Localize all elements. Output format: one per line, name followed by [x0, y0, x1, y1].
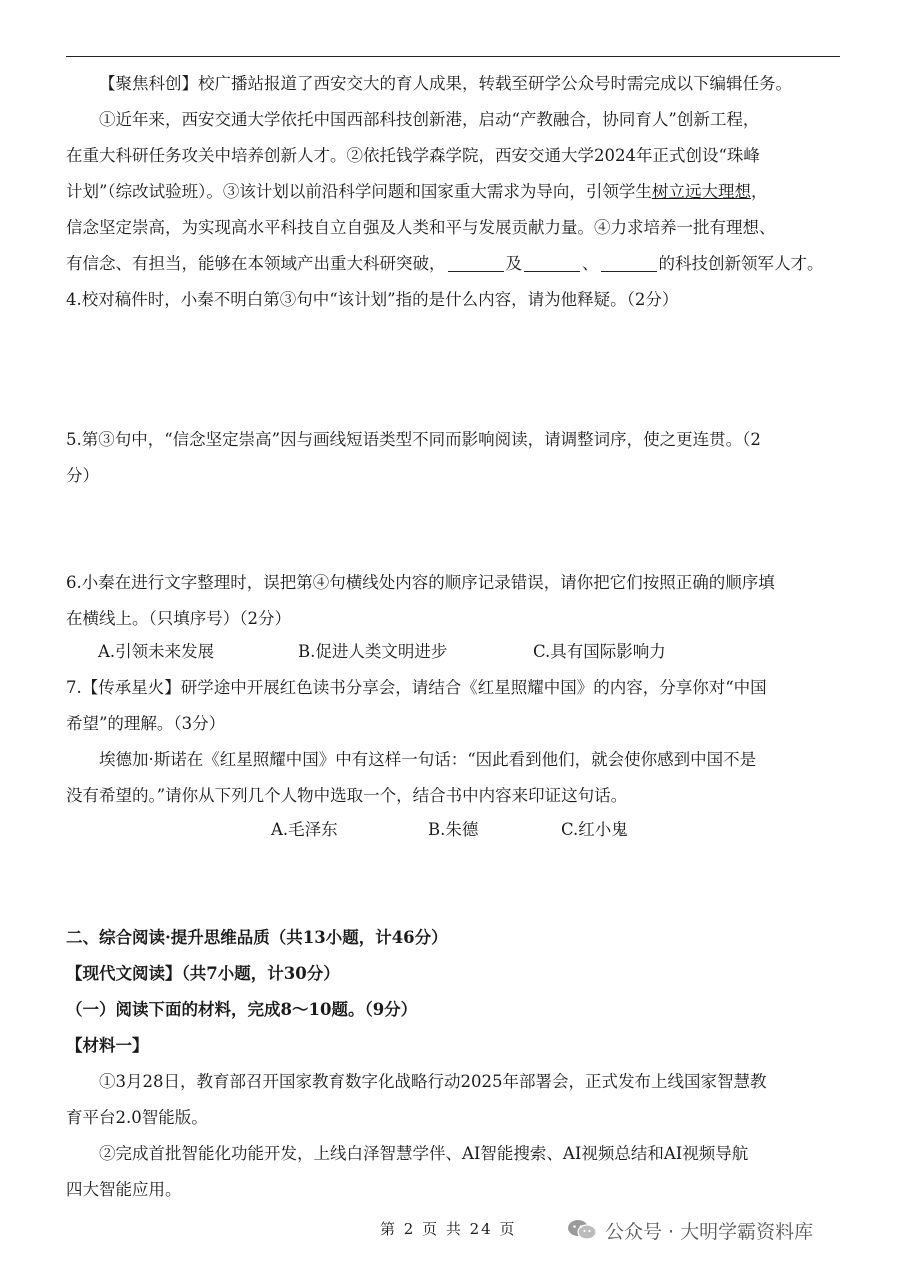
question-7: [66, 670, 842, 814]
section-2-title: 二、综合阅读·提升思维品质（共13小题，计46分）: [66, 928, 448, 947]
intro-line-6-text: 有信念、有担当，能够在本领域产出重大科研突破，: [66, 254, 446, 273]
question-6: [66, 565, 842, 637]
answer-blank-3[interactable]: [601, 251, 657, 272]
q6-option-a: A.引领未来发展: [98, 642, 215, 661]
underlined-phrase: 树立远大理想: [651, 182, 751, 201]
intro-passage: [66, 66, 842, 282]
watermark: [567, 1214, 813, 1246]
intro-line-2: ①近年来，西安交通大学依托中国西部科技创新港，启动“产教融合，协同育人”创新工程，: [99, 110, 760, 129]
q7-option-a: A.毛泽东: [271, 820, 338, 839]
intro-line-6: [66, 246, 842, 282]
q6-option-b: B.促进人类文明进步: [298, 642, 448, 661]
q7-option-b: B.朱德: [428, 820, 479, 839]
intro-line-1: 【聚焦科创】校广播站报道了西安交大的育人成果，转载至研学公众号时需完成以下编辑任务。: [99, 74, 792, 93]
intro-line-4-end: ，: [750, 182, 768, 201]
watermark-text: 公众号 · 大明学霸资料库: [605, 1220, 814, 1243]
intro-line-6-comma: 、: [582, 254, 599, 273]
material-p1-line-1: ①3月28日，教育部召开国家教育数字化战略行动2025年部署会，正式发布上线国家智慧教: [99, 1072, 767, 1091]
question-6-line-1: 6.小秦在进行文字整理时，误把第④句横线处内容的顺序记录错误，请你把它们按照正确的顺序填: [66, 573, 775, 592]
question-7-line-4: 没有希望的。”请你从下列几个人物中选取一个，结合书中内容来印证这句话。: [66, 786, 628, 805]
intro-line-5: 信念坚定崇高，为实现高水平科技自立自强及人类和平与发展贡献力量。④力求培养一批有理想、: [66, 218, 776, 237]
question-7-line-1: 7.【传承星火】研学途中开展红色读书分享会，请结合《红星照耀中国》的内容，分享你对“中国: [66, 678, 767, 697]
q6-option-c: C.具有国际影响力: [533, 642, 666, 661]
question-6-line-2: 在横线上。（只填序号）（2分）: [66, 609, 291, 628]
section-2-subtitle: 【现代文阅读】（共7小题，计30分）: [66, 964, 340, 983]
intro-line-4-text: 计划”（综改试验班）。③该计划以前沿科学问题和国家重大需求为导向，引领学生: [66, 182, 652, 201]
answer-blank-1[interactable]: [448, 251, 504, 272]
material-p1-line-2: 育平台2.0智能版。: [66, 1108, 208, 1127]
q7-option-c: C.红小鬼: [561, 820, 628, 839]
intro-line-6-and: 及: [505, 254, 522, 273]
question-5: [66, 422, 842, 494]
intro-line-3: 在重大科研任务攻关中培养创新人才。②依托钱学森学院，西安交通大学2024年正式创设“珠峰: [66, 146, 760, 165]
material-p2-line-1: ②完成首批智能化功能开发，上线白泽智慧学伴、AI智能搜索、AI视频总结和AI视频导航: [99, 1144, 749, 1163]
material-1-heading: 【材料一】: [66, 1036, 149, 1055]
section-2: [66, 920, 842, 1208]
material-p2-line-2: 四大智能应用。: [66, 1180, 182, 1199]
question-5-line-1: 5.第③句中，“信念坚定崇高”因与画线短语类型不同而影响阅读，请调整词序，使之更连贯。（2: [66, 430, 761, 449]
question-7-line-3: 埃德加·斯诺在《红星照耀中国》中有这样一句话：“因此看到他们，就会使你感到中国不是: [99, 750, 757, 769]
section-2-part: （一）阅读下面的材料，完成8～10题。（9分）: [66, 1000, 418, 1019]
intro-line-6-end: 的科技创新领军人才。: [658, 254, 824, 273]
question-5-line-2: 分）: [66, 466, 99, 485]
intro-line-4: [66, 174, 842, 210]
question-7-line-2: 希望”的理解。（3分）: [66, 714, 226, 733]
top-rule: [66, 56, 840, 57]
wechat-icon: [567, 1219, 597, 1241]
answer-blank-2[interactable]: [524, 251, 580, 272]
page-number: 第 2 页 共 24 页: [380, 1220, 517, 1238]
question-4: 4.校对稿件时，小秦不明白第③句中“该计划”指的是什么内容，请为他释疑。（2分）: [66, 290, 679, 309]
